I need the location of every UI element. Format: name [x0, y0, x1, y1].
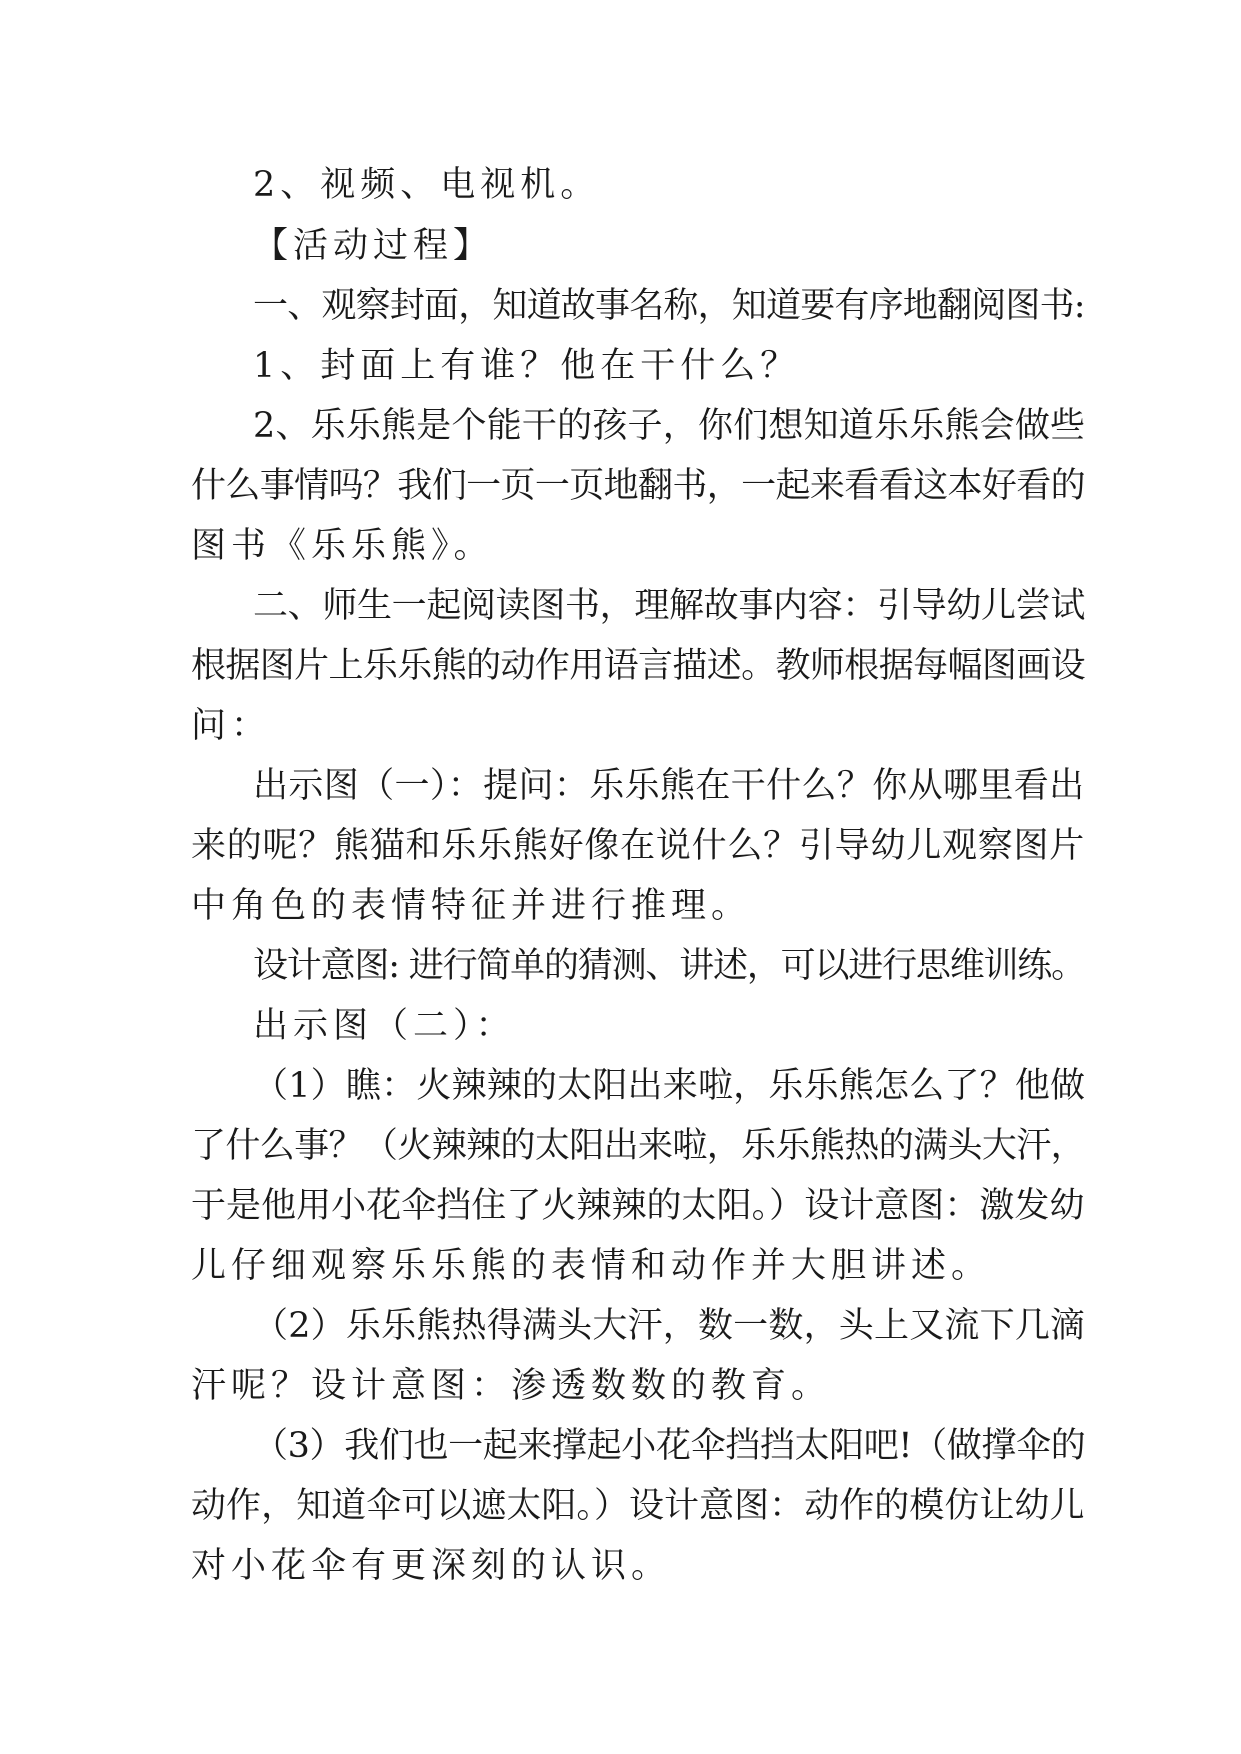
text-line: 对小花伞有更深刻的认识。	[191, 1546, 672, 1586]
text-line: 2、乐乐熊是个能干的孩子，你们想知道乐乐熊会做些	[253, 406, 1086, 446]
text-line: 什么事情吗？我们一页一页地翻书，一起来看看这本好看的	[191, 466, 1086, 506]
text-line: 动作，知道伞可以遮太阳。）设计意图：动作的模仿让幼儿	[191, 1486, 1085, 1526]
text-line: 汗呢？设计意图：渗透数数的教育。	[191, 1366, 832, 1406]
text-line: 设计意图: 进行简单的猜测、讲述，可以进行思维训练。	[253, 946, 1085, 986]
text-line: 儿仔细观察乐乐熊的表情和动作并大胆讲述。	[191, 1246, 992, 1286]
text-line: 出示图（二）：	[253, 1006, 516, 1046]
text-line: （3）我们也一起来撑起小花伞挡挡太阳吧!（做撑伞的	[253, 1426, 1086, 1466]
text-line: 中角色的表情特征并进行推理。	[191, 886, 752, 926]
section-heading: 【活动过程】	[253, 226, 494, 266]
text-line: 了什么事？（火辣辣的太阳出来啦，乐乐熊热的满头大汗，	[191, 1126, 1086, 1166]
text-line: 2、视频、电视机。	[253, 165, 601, 205]
text-line: （2）乐乐熊热得满头大汗，数一数，头上又流下几滴	[253, 1306, 1086, 1346]
text-line: 问：	[191, 706, 272, 746]
text-line: 来的呢？熊猫和乐乐熊好像在说什么？引导幼儿观察图片	[191, 826, 1086, 866]
text-line: 于是他用小花伞挡住了火辣辣的太阳。）设计意图：激发幼	[191, 1186, 1085, 1226]
text-line: 图书《乐乐熊》。	[191, 526, 494, 566]
text-line: 1、封面上有谁？他在干什么？	[253, 346, 801, 386]
text-line: 根据图片上乐乐熊的动作用语言描述。教师根据每幅图画设	[191, 646, 1086, 686]
text-line: （1）瞧：火辣辣的太阳出来啦，乐乐熊怎么了？他做	[253, 1066, 1086, 1106]
text-line: 一、观察封面，知道故事名称，知道要有序地翻阅图书:	[253, 286, 1085, 326]
text-line: 出示图（一）：提问：乐乐熊在干什么？你从哪里看出	[253, 766, 1085, 806]
text-line: 二、师生一起阅读图书，理解故事内容：引导幼儿尝试	[253, 586, 1086, 626]
